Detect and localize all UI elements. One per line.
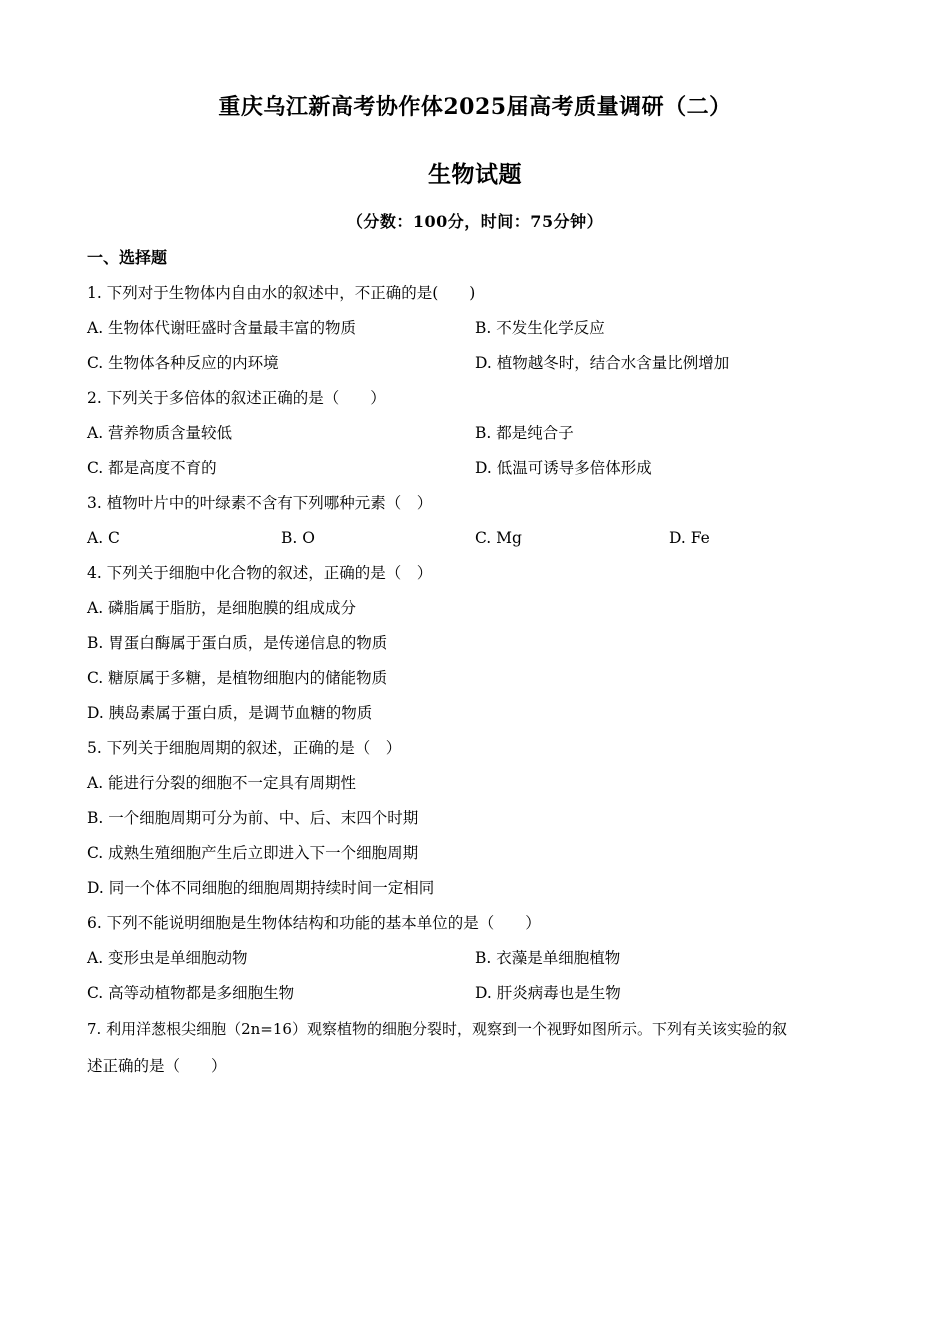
- question-6-option-b: B. 衣藻是单细胞植物: [475, 949, 621, 967]
- question-7-stem-line-2: 述正确的是（ ）: [87, 1057, 227, 1075]
- question-1-option-b: B. 不发生化学反应: [475, 319, 605, 337]
- question-6-option-a: A. 变形虫是单细胞动物: [87, 949, 248, 967]
- question-1-stem: 1. 下列对于生物体内自由水的叙述中，不正确的是( ): [87, 284, 476, 302]
- question-4-stem: 4. 下列关于细胞中化合物的叙述，正确的是（ ）: [87, 564, 433, 582]
- question-2-option-a: A. 营养物质含量较低: [87, 424, 233, 442]
- question-1-option-c: C. 生物体各种反应的内环境: [87, 354, 279, 372]
- question-4-option-d: D. 胰岛素属于蛋白质，是调节血糖的物质: [87, 704, 373, 722]
- question-3-option-a: A. C: [87, 529, 120, 547]
- question-5-stem: 5. 下列关于细胞周期的叙述，正确的是（ ）: [87, 739, 402, 757]
- question-4-option-c: C. 糖原属于多糖，是植物细胞内的储能物质: [87, 669, 388, 687]
- question-3-stem: 3. 植物叶片中的叶绿素不含有下列哪种元素（ ）: [87, 494, 433, 512]
- exam-info: （分数：100分，时间：75分钟）: [346, 212, 604, 231]
- question-2-option-c: C. 都是高度不育的: [87, 459, 217, 477]
- question-6-stem: 6. 下列不能说明细胞是生物体结构和功能的基本单位的是（ ）: [87, 914, 541, 932]
- question-1-option-a: A. 生物体代谢旺盛时含量最丰富的物质: [87, 319, 357, 337]
- question-5-option-b: B. 一个细胞周期可分为前、中、后、末四个时期: [87, 809, 419, 827]
- question-5-option-c: C. 成熟生殖细胞产生后立即进入下一个细胞周期: [87, 844, 419, 862]
- question-2-option-d: D. 低温可诱导多倍体形成: [475, 459, 652, 477]
- question-5-option-d: D. 同一个体不同细胞的细胞周期持续时间一定相同: [87, 879, 435, 897]
- question-5-option-a: A. 能进行分裂的细胞不一定具有周期性: [87, 774, 357, 792]
- subject-title: 生物试题: [428, 161, 522, 188]
- question-4-option-a: A. 磷脂属于脂肪，是细胞膜的组成成分: [87, 599, 357, 617]
- question-7-stem-line-1: 7. 利用洋葱根尖细胞（2n=16）观察植物的细胞分裂时，观察到一个视野如图所示。下列有关该实验的叙: [87, 1020, 787, 1038]
- question-1-option-d: D. 植物越冬时，结合水含量比例增加: [475, 354, 730, 372]
- exam-title: 重庆乌江新高考协作体2025届高考质量调研（二）: [218, 94, 732, 120]
- question-6-option-c: C. 高等动植物都是多细胞生物: [87, 984, 295, 1002]
- question-2-stem: 2. 下列关于多倍体的叙述正确的是（ ）: [87, 389, 386, 407]
- question-3-option-b: B. O: [281, 529, 315, 547]
- question-4-option-b: B. 胃蛋白酶属于蛋白质，是传递信息的物质: [87, 634, 388, 652]
- question-2-option-b: B. 都是纯合子: [475, 424, 574, 442]
- question-6-option-d: D. 肝炎病毒也是生物: [475, 984, 621, 1002]
- section-heading: 一、选择题: [87, 248, 168, 267]
- question-3-option-c: C. Mg: [475, 529, 522, 547]
- question-3-option-d: D. Fe: [669, 529, 710, 547]
